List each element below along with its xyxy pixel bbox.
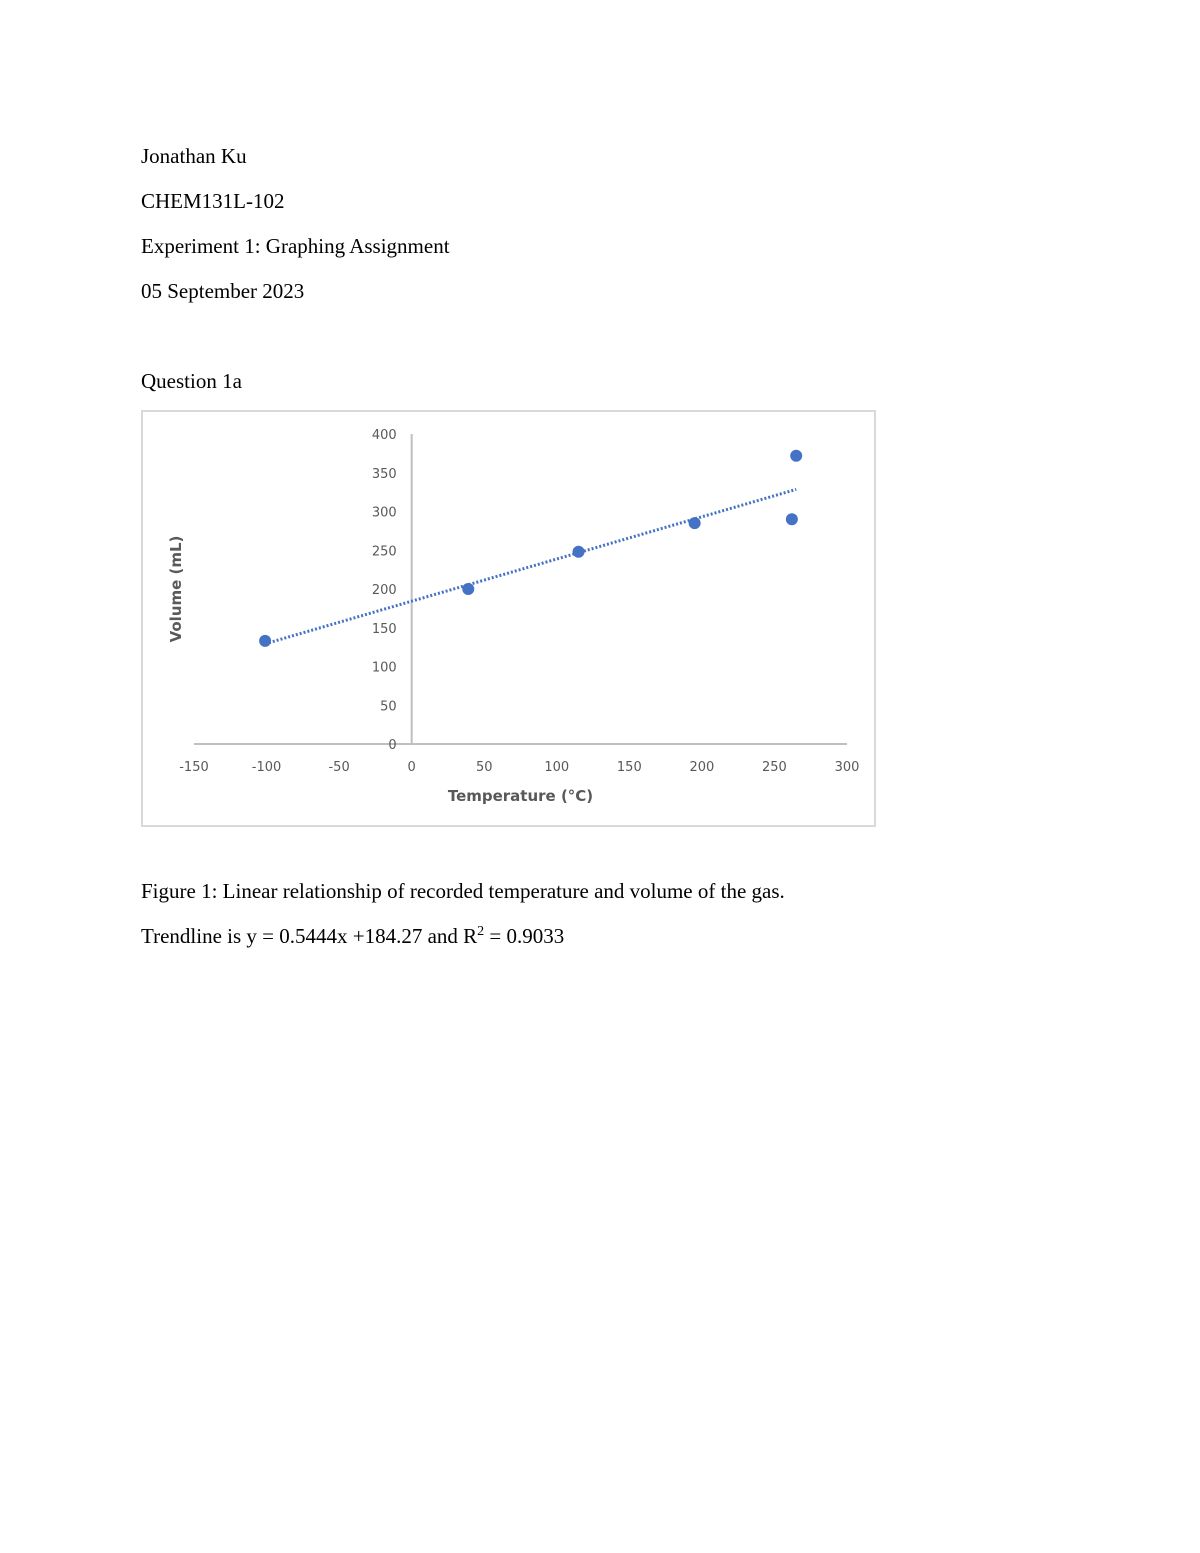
y-tick-label: 400 bbox=[371, 428, 397, 443]
y-tick-label: 0 bbox=[388, 738, 397, 753]
y-tick-label: 200 bbox=[371, 583, 397, 598]
trendline bbox=[265, 489, 796, 643]
points-layer bbox=[259, 450, 802, 647]
y-tick-label: 300 bbox=[371, 505, 397, 521]
data-point bbox=[573, 546, 585, 558]
x-axis-title: Temperature (°C) bbox=[447, 787, 594, 805]
x-tick-label: 250 bbox=[762, 760, 787, 775]
trendline-text: Trendline is y = 0.5444x +184.27 and R bbox=[141, 924, 478, 948]
trendline-equation bbox=[141, 923, 564, 949]
x-tick-label: 150 bbox=[616, 760, 642, 775]
data-point bbox=[259, 635, 271, 647]
x-tick-label: -150 bbox=[179, 760, 209, 775]
data-point bbox=[689, 517, 701, 529]
x-tick-label: -100 bbox=[251, 760, 282, 775]
y-tick-label: 50 bbox=[380, 699, 397, 715]
scatter-chart bbox=[143, 412, 878, 829]
y-tick-label: 350 bbox=[371, 466, 397, 482]
data-point bbox=[462, 583, 474, 595]
course-code: CHEM131L-102 bbox=[141, 189, 285, 213]
x-tick-label: 200 bbox=[689, 760, 715, 775]
r-squared-superscript: 2 bbox=[477, 924, 485, 939]
data-point bbox=[790, 450, 802, 462]
x-tick-label: -50 bbox=[328, 760, 350, 775]
x-tick-label: 50 bbox=[475, 760, 493, 775]
y-axis-title: Volume (mL) bbox=[167, 535, 185, 643]
x-tick-label: 300 bbox=[834, 760, 860, 775]
trendline-r2-value: = 0.9033 bbox=[484, 924, 565, 948]
y-tick-label: 250 bbox=[371, 544, 397, 560]
figure-caption: Figure 1: Linear relationship of recorded temperature and volume of the gas. bbox=[141, 879, 785, 903]
data-point bbox=[786, 513, 798, 525]
question-label: Question 1a bbox=[141, 369, 242, 393]
chart-frame bbox=[141, 410, 876, 827]
author-name: Jonathan Ku bbox=[141, 144, 247, 168]
y-tick-label: 100 bbox=[371, 660, 397, 676]
x-tick-label: 0 bbox=[407, 760, 416, 775]
y-tick-label: 150 bbox=[371, 621, 397, 637]
x-tick-label: 100 bbox=[544, 760, 570, 775]
axes-layer bbox=[194, 434, 847, 744]
assignment-date: 05 September 2023 bbox=[141, 279, 305, 303]
trendline-layer bbox=[265, 489, 796, 643]
labels-layer bbox=[167, 428, 859, 805]
assignment-title: Experiment 1: Graphing Assignment bbox=[141, 234, 450, 258]
